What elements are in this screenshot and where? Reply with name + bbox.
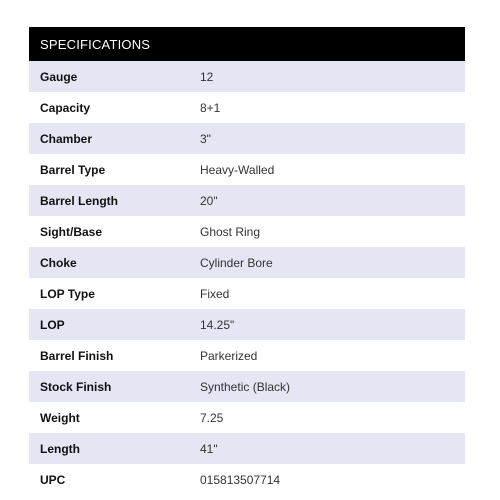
- spec-label: Gauge: [40, 69, 78, 84]
- spec-value: Heavy-Walled: [200, 162, 275, 177]
- spec-row-chamber: [29, 123, 465, 154]
- spec-row-gauge: [29, 61, 465, 92]
- spec-value: 12: [200, 69, 214, 84]
- spec-value: Synthetic (Black): [200, 379, 291, 394]
- spec-row-sight-base: [29, 216, 465, 247]
- spec-value: Fixed: [200, 286, 230, 301]
- spec-label: UPC: [40, 472, 66, 487]
- spec-label: Choke: [40, 255, 77, 270]
- spec-row-capacity: [29, 92, 465, 123]
- spec-label: Sight/Base: [40, 224, 103, 239]
- spec-row-stock-finish: [29, 371, 465, 402]
- spec-value: Cylinder Bore: [200, 255, 273, 270]
- specifications-table: [29, 27, 465, 495]
- spec-row-weight: [29, 402, 465, 433]
- spec-value: 3": [200, 131, 211, 146]
- spec-label: Weight: [40, 410, 80, 425]
- spec-value: 20": [200, 193, 218, 208]
- spec-label: Chamber: [40, 131, 93, 146]
- spec-row-choke: [29, 247, 465, 278]
- spec-label: Capacity: [40, 100, 91, 115]
- spec-label: Barrel Type: [40, 162, 106, 177]
- spec-label: Barrel Length: [40, 193, 119, 208]
- spec-row-barrel-length: [29, 185, 465, 216]
- spec-value: 41": [200, 441, 218, 456]
- spec-label: LOP Type: [40, 286, 95, 301]
- spec-row-lop-type: [29, 278, 465, 309]
- spec-row-barrel-finish: [29, 340, 465, 371]
- spec-value: 7.25: [200, 410, 224, 425]
- spec-value: 8+1: [200, 100, 221, 115]
- spec-row-barrel-type: [29, 154, 465, 185]
- spec-value: 015813507714: [200, 472, 281, 487]
- spec-value: Ghost Ring: [200, 224, 261, 239]
- spec-label: Stock Finish: [40, 379, 112, 394]
- spec-row-lop: [29, 309, 465, 340]
- spec-row-upc: [29, 464, 465, 495]
- specifications-header: SPECIFICATIONS: [29, 27, 465, 61]
- spec-label: Length: [40, 441, 80, 456]
- spec-label: LOP: [40, 317, 65, 332]
- spec-value: Parkerized: [200, 348, 258, 363]
- spec-label: Barrel Finish: [40, 348, 114, 363]
- spec-value: 14.25": [200, 317, 235, 332]
- spec-row-length: [29, 433, 465, 464]
